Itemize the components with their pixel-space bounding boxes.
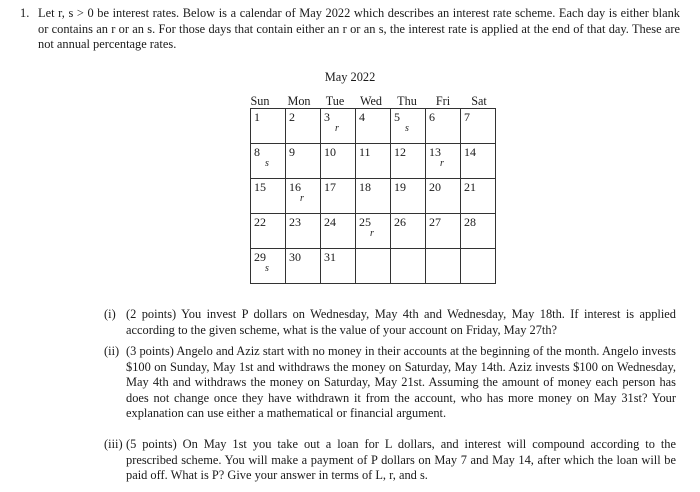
subpart-text: (2 points) You invest P dollars on Wednesday, May 4th and Wednesday, May 18th. If interest is applied according to the given scheme, what is the value of your account on Friday, May 27th? bbox=[126, 307, 676, 337]
day-header: Fri bbox=[435, 94, 451, 108]
problem-statement bbox=[20, 6, 680, 53]
calendar-day-cell bbox=[356, 109, 391, 144]
day-number: 22 bbox=[254, 215, 266, 229]
subpart-text: (3 points) Angelo and Aziz start with no money in their accounts at the beginning of the month. Angelo invests $100 on Sunday, May 1st and withdraws the money on Saturday, May 14th. Aziz invests $100 on Wednesday, May 4th and withdraws the money on Saturday, May 21st. Assuming the amount of money each person has does not change once they have withdrawn it from the account, who has more money on May 31st? Your explanation can use either a mathematical or financial argument. bbox=[126, 344, 676, 421]
calendar-day-cell bbox=[356, 214, 391, 249]
day-number: 27 bbox=[429, 215, 441, 229]
calendar-day-cell bbox=[321, 144, 356, 179]
subpart-iii bbox=[104, 437, 676, 484]
calendar-day-cell bbox=[286, 144, 321, 179]
calendar-day-cell bbox=[391, 179, 426, 214]
subpart-label: (ii) bbox=[104, 344, 120, 358]
calendar-day-cell bbox=[321, 109, 356, 144]
calendar-day-cell bbox=[461, 144, 496, 179]
day-header: Tue bbox=[325, 94, 345, 108]
day-number: 25 bbox=[359, 215, 371, 229]
calendar-week bbox=[251, 109, 496, 144]
day-number: 8 bbox=[254, 145, 260, 159]
calendar-grid bbox=[250, 108, 496, 284]
day-number: 31 bbox=[324, 250, 336, 264]
day-number: 2 bbox=[289, 110, 295, 124]
calendar-week bbox=[251, 144, 496, 179]
day-number: 15 bbox=[254, 180, 266, 194]
subpart-i bbox=[104, 307, 676, 338]
calendar-week bbox=[251, 214, 496, 249]
rate-marker: s bbox=[405, 123, 409, 134]
calendar-day-cell bbox=[286, 249, 321, 284]
calendar-day-cell bbox=[391, 144, 426, 179]
subpart-ii bbox=[104, 344, 676, 422]
calendar-day-cell bbox=[251, 109, 286, 144]
calendar-day-cell bbox=[391, 249, 426, 284]
rate-marker: r bbox=[370, 228, 374, 239]
day-number: 11 bbox=[359, 145, 371, 159]
calendar-week bbox=[251, 179, 496, 214]
day-number: 21 bbox=[464, 180, 476, 194]
day-number: 30 bbox=[289, 250, 301, 264]
day-header: Sun bbox=[250, 94, 270, 108]
calendar-day-cell bbox=[251, 214, 286, 249]
calendar-day-cell bbox=[251, 179, 286, 214]
day-number: 19 bbox=[394, 180, 406, 194]
day-number: 24 bbox=[324, 215, 336, 229]
day-number: 1 bbox=[254, 110, 260, 124]
day-number: 26 bbox=[394, 215, 406, 229]
day-header: Wed bbox=[359, 94, 383, 108]
problem-number: 1. bbox=[20, 6, 30, 20]
rate-marker: r bbox=[335, 123, 339, 134]
calendar-day-cell bbox=[391, 214, 426, 249]
day-header: Thu bbox=[397, 94, 417, 108]
calendar-title: May 2022 bbox=[324, 70, 376, 84]
day-number: 18 bbox=[359, 180, 371, 194]
subpart-label: (iii) bbox=[104, 437, 123, 451]
day-number: 16 bbox=[289, 180, 301, 194]
calendar-day-cell bbox=[426, 249, 461, 284]
day-number: 23 bbox=[289, 215, 301, 229]
day-number: 4 bbox=[359, 110, 365, 124]
rate-marker: s bbox=[265, 263, 269, 274]
day-header: Mon bbox=[287, 94, 311, 108]
day-number: 12 bbox=[394, 145, 406, 159]
calendar-day-cell bbox=[426, 214, 461, 249]
calendar-day-cell bbox=[461, 109, 496, 144]
day-header: Sat bbox=[471, 94, 487, 108]
rate-marker: r bbox=[440, 158, 444, 169]
day-number: 3 bbox=[324, 110, 330, 124]
rate-marker: r bbox=[300, 193, 304, 204]
calendar-day-cell bbox=[251, 144, 286, 179]
problem-text: Let r, s > 0 be interest rates. Below is a calendar of May 2022 which describes an interest rate scheme. Each day is either blank or contains an r or an s. For those days that contain either an r or an s, the interest rate is applied at the end of that day. These are not annual percentage rates. bbox=[38, 6, 680, 52]
calendar-day-cell bbox=[286, 214, 321, 249]
day-number: 6 bbox=[429, 110, 435, 124]
rate-marker: s bbox=[265, 158, 269, 169]
day-number: 9 bbox=[289, 145, 295, 159]
day-number: 10 bbox=[324, 145, 336, 159]
calendar-day-cell bbox=[286, 109, 321, 144]
day-number: 17 bbox=[324, 180, 336, 194]
calendar-day-cell bbox=[321, 214, 356, 249]
subpart-text: (5 points) On May 1st you take out a loan for L dollars, and interest will compound according to the prescribed scheme. You will make a payment of P dollars on May 7 and May 14, after which the loan will be paid off. What is P? Give your answer in terms of L, r, and s. bbox=[126, 437, 676, 483]
calendar-day-cell bbox=[461, 214, 496, 249]
day-number: 14 bbox=[464, 145, 476, 159]
day-number: 5 bbox=[394, 110, 400, 124]
calendar-day-cell bbox=[356, 249, 391, 284]
calendar-day-headers bbox=[250, 94, 495, 108]
day-number: 28 bbox=[464, 215, 476, 229]
calendar-week bbox=[251, 249, 496, 284]
calendar-day-cell bbox=[426, 109, 461, 144]
day-number: 29 bbox=[254, 250, 266, 264]
calendar-day-cell bbox=[356, 179, 391, 214]
calendar-day-cell bbox=[251, 249, 286, 284]
calendar-day-cell bbox=[461, 249, 496, 284]
calendar-day-cell bbox=[321, 249, 356, 284]
day-number: 13 bbox=[429, 145, 441, 159]
calendar-day-cell bbox=[356, 144, 391, 179]
subpart-label: (i) bbox=[104, 307, 116, 321]
calendar-day-cell bbox=[426, 144, 461, 179]
calendar-day-cell bbox=[286, 179, 321, 214]
calendar-day-cell bbox=[391, 109, 426, 144]
calendar-day-cell bbox=[426, 179, 461, 214]
calendar-day-cell bbox=[321, 179, 356, 214]
day-number: 7 bbox=[464, 110, 470, 124]
calendar-day-cell bbox=[461, 179, 496, 214]
day-number: 20 bbox=[429, 180, 441, 194]
